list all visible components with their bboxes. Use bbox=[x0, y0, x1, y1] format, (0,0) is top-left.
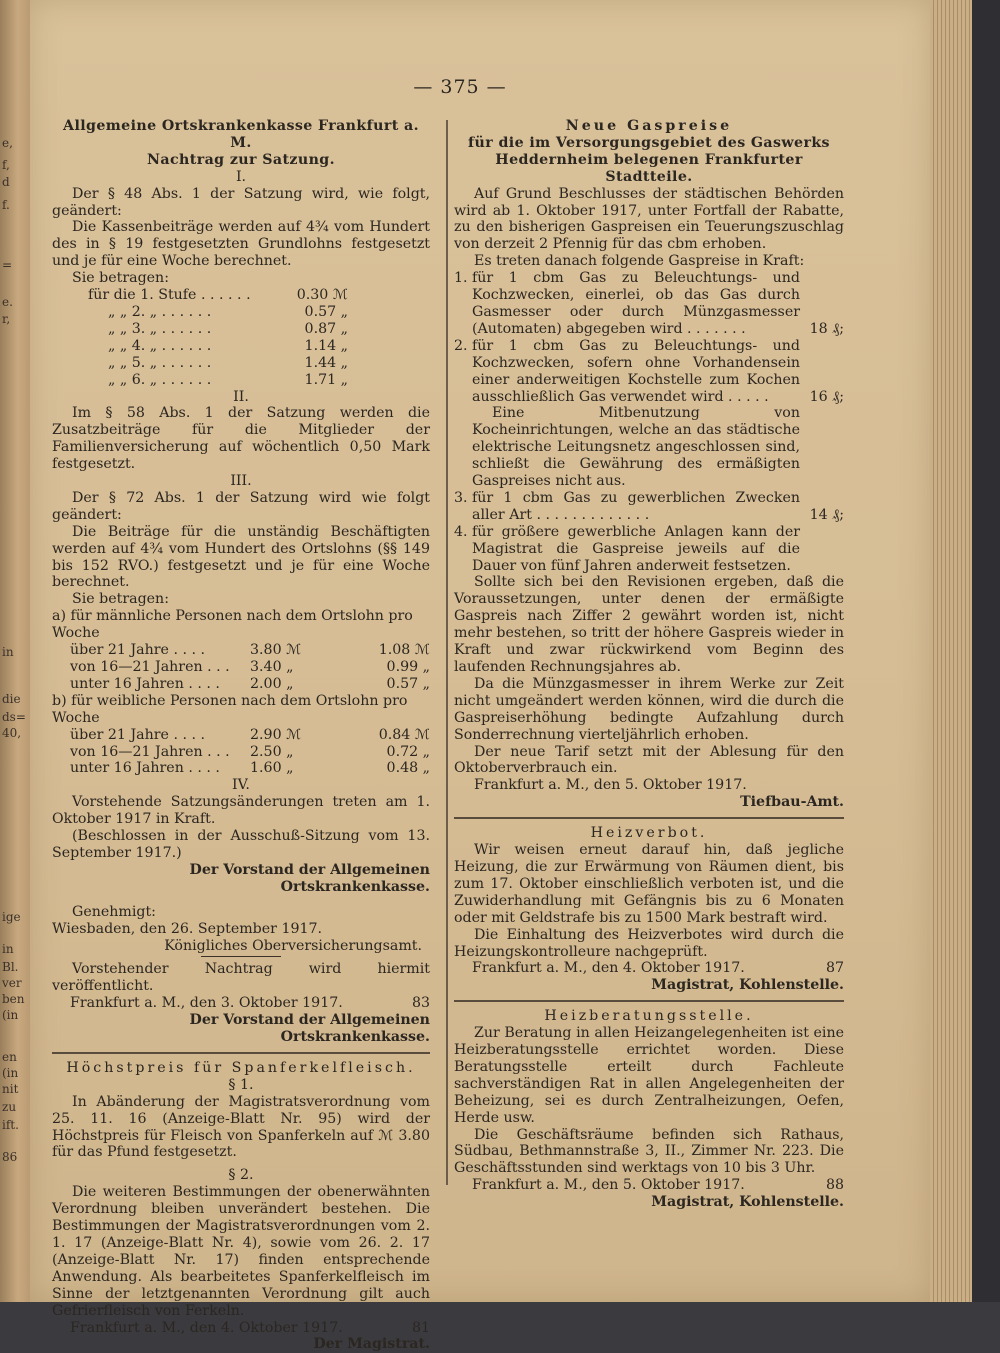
margin-fragment: in bbox=[2, 942, 14, 956]
notice-number: 83 bbox=[411, 995, 430, 1012]
ortslohn-table-a bbox=[52, 642, 430, 693]
row-label: von 16—21 Jahren . . . bbox=[70, 659, 230, 675]
list-item bbox=[454, 524, 844, 575]
stufe-value: 0.57 „ bbox=[304, 303, 348, 320]
margin-fragment: e. bbox=[2, 295, 13, 309]
item-text: für größere gewerbliche Anlagen kann der Magistrat die Gaspreise jeweils auf die Dauer von fünf Jahren anderweit festsetzen. bbox=[472, 523, 800, 574]
section-title: Heizberatungsstelle. bbox=[544, 1008, 754, 1025]
row-label: von 16—21 Jahren . . . bbox=[70, 743, 230, 760]
margin-fragment: zu bbox=[2, 1100, 17, 1114]
paragraph: Vorstehender Nachtrag wird hiermit veröffentlicht. bbox=[52, 961, 430, 995]
section-heading: IV. bbox=[232, 777, 250, 794]
place-date: Frankfurt a. M., den 5. Oktober 1917. bbox=[472, 1177, 745, 1194]
paragraph: Eine Mitbenutzung von Kocheinrichtungen, welche an das städtische elektrische Leitungsnetz angeschlossen sind, schließt die Gewährung des ermäßigten Gaspreises nicht aus. bbox=[472, 405, 800, 490]
item-number: 1. bbox=[454, 270, 468, 287]
section-heading: III. bbox=[230, 473, 252, 490]
divider bbox=[454, 1000, 844, 1002]
paragraph: Da die Münzgasmesser in ihrem Werke zur Zeit nicht umgeändert werden können, wird die durch die Gaspreiserhöhung bedingte Aufzahlung durch Sonderrechnung vierteljährlich erhoben. bbox=[454, 675, 844, 743]
row-woche: 1.08 ℳ bbox=[378, 642, 430, 659]
row-lohn: 1.60 „ bbox=[250, 760, 294, 777]
paragraph: Genehmigt: bbox=[72, 903, 156, 920]
margin-fragment: in bbox=[2, 645, 14, 659]
list-item bbox=[454, 338, 844, 406]
signature: Königliches Oberversicherungsamt. bbox=[164, 937, 422, 954]
row-lohn: 2.90 ℳ bbox=[250, 726, 302, 743]
signature: Magistrat, Kohlenstelle. bbox=[651, 1194, 844, 1211]
margin-fragment: ige bbox=[2, 910, 21, 924]
stufe-value: 1.14 „ bbox=[304, 337, 348, 354]
margin-fragment: d bbox=[2, 175, 10, 189]
gas-title: Neue Gaspreise bbox=[565, 118, 733, 134]
row-lohn: 3.40 „ bbox=[250, 659, 294, 675]
ok-subtitle: Nachtrag zur Satzung. bbox=[147, 151, 335, 168]
divider bbox=[454, 817, 844, 819]
gas-subtitle: für die im Versorgungsgebiet des Gaswerks Heddernheim belegenen Frankfurter Stadtteile. bbox=[468, 134, 830, 185]
item-price: 18 ₰; bbox=[809, 320, 844, 337]
divider bbox=[52, 1052, 430, 1054]
paragraph: Sie betragen: bbox=[72, 270, 169, 287]
signature: Der Vorstand der Allgemeinen Ortskrankenkasse. bbox=[189, 1012, 430, 1046]
table-row bbox=[52, 727, 430, 744]
item-price: 14 ₰; bbox=[809, 506, 844, 523]
stufe-label: „ „ 2. „ . . . . . . bbox=[108, 303, 212, 320]
dateline bbox=[52, 995, 430, 1012]
group-b-head: b) für weibliche Personen nach dem Ortslohn pro Woche bbox=[52, 692, 408, 726]
notice-number: 87 bbox=[825, 960, 844, 977]
margin-fragment: = bbox=[2, 258, 13, 272]
list-item bbox=[454, 270, 844, 338]
place-date: Frankfurt a. M., den 4. Oktober 1917. bbox=[70, 1319, 343, 1336]
stufe-label: „ „ 5. „ . . . . . . bbox=[108, 354, 212, 371]
section-heading: I. bbox=[235, 168, 247, 185]
row-label: unter 16 Jahren . . . . bbox=[70, 675, 220, 692]
row-label: über 21 Jahre . . . . bbox=[70, 642, 206, 659]
paragraph: Sollte sich bei den Revisionen ergeben, daß die Voraussetzungen, unter denen der ermäßigte Gaspreis nach Ziffer 2 gewährt worden ist, nicht mehr bestehen, so tritt der höhere Gaspreis wieder in Kraft und zwar rückwirkend vom Beginn des laufenden Rechnungsjahres ab. bbox=[454, 574, 844, 675]
previous-page-edge bbox=[0, 0, 30, 1302]
paragraph: Die weiteren Bestimmungen der obenerwähnten Verordnung bleiben unverändert bestehen. Die Bestimmungen der Magistratsverordnungen vom 2. 1. 17 (Anzeige-Blatt Nr. 4), sowie vom 26. 2. 17 (Anzeige-Blatt Nr. 17) finden entsprechende Anwendung. Als bearbeitetes Spanferkelfleisch im Sinne der letztgenannten Verordnung gilt auch Gefrierfleisch von Ferkeln. bbox=[52, 1184, 430, 1319]
margin-fragment: 40, bbox=[2, 726, 22, 740]
row-lohn: 2.50 „ bbox=[250, 743, 294, 760]
ok-title: Allgemeine Ortskrankenkasse Frankfurt a. M. bbox=[63, 118, 419, 151]
paragraph: Die Kassenbeiträge werden auf 4¾ vom Hundert des in § 19 festgesetzten Grundlohns festgesetzt und je für eine Woche berechnet. bbox=[52, 219, 430, 270]
section-title: Heizverbot. bbox=[590, 825, 708, 842]
paragraph: Die Einhaltung des Heizverbotes wird durch die Heizungskontrolleure nachgeprüft. bbox=[454, 926, 844, 960]
item-text: für 1 cbm Gas zu gewerblichen Zwecken aller Art . . . . . . . . . . . . . bbox=[472, 489, 800, 523]
section-heading: § 2. bbox=[228, 1167, 254, 1184]
signature: Der Vorstand der Allgemeinen Ortskrankenkasse. bbox=[189, 861, 430, 895]
margin-fragment: nit bbox=[2, 1082, 19, 1096]
paragraph: Es treten danach folgende Gaspreise in Kraft: bbox=[474, 253, 805, 270]
table-row bbox=[88, 287, 348, 304]
margin-fragment: ver bbox=[2, 976, 22, 990]
paragraph: (Beschlossen in der Ausschuß-Sitzung vom 13. September 1917.) bbox=[52, 828, 430, 861]
item-number: 2. bbox=[454, 337, 468, 354]
margin-fragment: ift. bbox=[2, 1118, 19, 1132]
left-column bbox=[52, 118, 430, 1353]
table-row bbox=[52, 744, 430, 761]
table-row bbox=[52, 676, 430, 693]
place-date: Frankfurt a. M., den 3. Oktober 1917. bbox=[70, 995, 343, 1012]
row-label: über 21 Jahre . . . . bbox=[70, 726, 206, 743]
row-woche: 0.57 „ bbox=[386, 675, 430, 692]
paragraph: Der § 72 Abs. 1 der Satzung wird wie folgt geändert: bbox=[52, 489, 430, 523]
row-lohn: 2.00 „ bbox=[250, 675, 294, 692]
paragraph: Wir weisen erneut darauf hin, daß jegliche Heizung, die zur Erwärmung von Räumen dient, bis zum 17. Oktober einschließlich verboten ist, und die Zuwiderhandlung mit Gefängnis bis zu 6 Monaten oder mit Geldstrafe bis zu 1500 Mark bestraft wird. bbox=[454, 842, 844, 926]
table-row bbox=[88, 338, 348, 355]
dateline bbox=[454, 1177, 844, 1194]
place-date: Frankfurt a. M., den 5. Oktober 1917. bbox=[474, 777, 747, 794]
row-woche: 0.84 ℳ bbox=[378, 726, 430, 743]
paragraph: In Abänderung der Magistratsverordnung vom 25. 11. 16 (Anzeige-Blatt Nr. 95) wird der Höchstpreis für Fleisch von Spanferkeln auf ℳ 3.80 für das Pfund festgesetzt. bbox=[52, 1093, 430, 1161]
table-row bbox=[88, 304, 348, 321]
margin-fragment: die bbox=[2, 692, 21, 706]
page-number: — 375 — bbox=[413, 76, 507, 98]
divider bbox=[201, 956, 281, 957]
row-woche: 0.99 „ bbox=[386, 659, 430, 675]
paragraph: Im § 58 Abs. 1 der Satzung werden die Zusatzbeiträge für die Mitglieder der Familienversicherung auf wöchentlich 0,50 Mark festgesetzt. bbox=[52, 405, 430, 473]
section-title: Höchstpreis für Spanferkelfleisch. bbox=[66, 1059, 416, 1076]
stufe-label: „ „ 4. „ . . . . . . bbox=[108, 337, 212, 354]
stufe-value: 0.87 „ bbox=[304, 320, 348, 337]
list-item bbox=[454, 490, 844, 524]
stufe-label: für die 1. Stufe . . . . . . bbox=[88, 287, 251, 304]
row-woche: 0.48 „ bbox=[386, 760, 430, 777]
group-a-head: a) für männliche Personen nach dem Ortslohn pro Woche bbox=[52, 608, 413, 642]
row-lohn: 3.80 ℳ bbox=[250, 642, 302, 659]
signature: Der Magistrat. bbox=[313, 1336, 430, 1353]
section-heading: II. bbox=[233, 388, 249, 405]
table-row bbox=[52, 642, 430, 659]
paragraph: Der neue Tarif setzt mit der Ablesung für den Oktoberverbrauch ein. bbox=[454, 743, 844, 777]
stufe-value: 1.44 „ bbox=[304, 354, 348, 371]
table-row bbox=[52, 659, 430, 676]
margin-fragment: (in bbox=[2, 1008, 19, 1022]
paragraph: Der § 48 Abs. 1 der Satzung wird, wie folgt, geändert: bbox=[52, 185, 430, 219]
paragraph: Die Beiträge für die unständig Beschäftigten werden auf 4¾ vom Hundert des Ortslohns (§§ 149 bis 152 RVO.) festgesetzt und je für eine Woche berechnet. bbox=[52, 523, 430, 591]
item-price: 16 ₰; bbox=[809, 388, 844, 405]
notice-number: 81 bbox=[411, 1319, 430, 1336]
table-row bbox=[88, 321, 348, 338]
item-text: für 1 cbm Gas zu Beleuchtungs- und Kochzwecken, sofern ohne Vorhandensein einer anderweitigen Kochstelle zum Kochen ausschließlich Gas verwendet wird . . . . . bbox=[472, 337, 800, 405]
item-number: 3. bbox=[454, 489, 468, 506]
stufe-label: „ „ 3. „ . . . . . . bbox=[108, 320, 212, 337]
book-cover bbox=[972, 0, 1000, 1302]
margin-fragment: f. bbox=[2, 198, 10, 212]
dateline bbox=[52, 1320, 430, 1337]
paragraph: Sie betragen: bbox=[72, 591, 169, 608]
table-row bbox=[88, 372, 348, 389]
margin-fragment: r, bbox=[2, 312, 11, 326]
stufe-value: 1.71 „ bbox=[304, 371, 348, 388]
place-date: Frankfurt a. M., den 4. Oktober 1917. bbox=[472, 960, 745, 977]
margin-fragment: f, bbox=[2, 158, 10, 172]
row-woche: 0.72 „ bbox=[386, 743, 430, 760]
paragraph: Zur Beratung in allen Heizangelegenheiten ist eine Heizberatungsstelle errichtet worden. Diese Beratungsstelle erteilt durch Fachleute sachverständigen Rat in allen Angelegenheiten der Beheizung, sei es durch Zentralheizungen, Oefen, Herde usw. bbox=[454, 1025, 844, 1126]
stufe-label: „ „ 6. „ . . . . . . bbox=[108, 371, 212, 388]
margin-fragment: (in bbox=[2, 1066, 19, 1080]
margin-fragment: Bl. bbox=[2, 960, 19, 974]
stufen-table bbox=[88, 287, 348, 388]
signature: Tiefbau-Amt. bbox=[740, 794, 844, 811]
paragraph: Die Geschäftsräume befinden sich Rathaus, Südbau, Bethmannstraße 3, II., Zimmer Nr. 223. Die Geschäftsstunden sind werktags von 10 bis 3 Uhr. bbox=[454, 1126, 844, 1177]
signature: Magistrat, Kohlenstelle. bbox=[651, 977, 844, 994]
section-heading: § 1. bbox=[228, 1076, 254, 1093]
item-text: für 1 cbm Gas zu Beleuchtungs- und Kochzwecken, einerlei, ob das Gas durch Gasmesser oder durch Münzgasmesser (Automaten) abgegeben wird . . . . . . . bbox=[472, 270, 800, 337]
margin-fragment: ben bbox=[2, 992, 25, 1006]
notice-number: 88 bbox=[825, 1177, 844, 1194]
margin-fragment: en bbox=[2, 1050, 17, 1064]
margin-fragment: 86 bbox=[2, 1150, 18, 1164]
paragraph: Wiesbaden, den 26. September 1917. bbox=[52, 920, 323, 937]
paragraph: Auf Grund Beschlusses der städtischen Behörden wird ab 1. Oktober 1917, unter Fortfall der Rabatte, zu den bisherigen Gaspreisen ein Teuerungszuschlag von derzeit 2 Pfennig für das cbm erhoben. bbox=[454, 185, 844, 253]
document-page bbox=[30, 0, 930, 1353]
row-label: unter 16 Jahren . . . . bbox=[70, 760, 220, 777]
item-number: 4. bbox=[454, 523, 468, 540]
column-divider bbox=[446, 120, 448, 1185]
table-row bbox=[88, 355, 348, 372]
right-column bbox=[454, 118, 844, 1211]
stufe-value: 0.30 ℳ bbox=[296, 287, 348, 304]
margin-fragment: e, bbox=[2, 136, 13, 150]
book-page-edges bbox=[930, 0, 1000, 1302]
ortslohn-table-b bbox=[52, 727, 430, 778]
dateline bbox=[454, 960, 844, 977]
margin-fragment: ds= bbox=[2, 710, 26, 724]
paragraph: Vorstehende Satzungsänderungen treten am 1. Oktober 1917 in Kraft. bbox=[52, 794, 430, 828]
table-row bbox=[52, 760, 430, 777]
